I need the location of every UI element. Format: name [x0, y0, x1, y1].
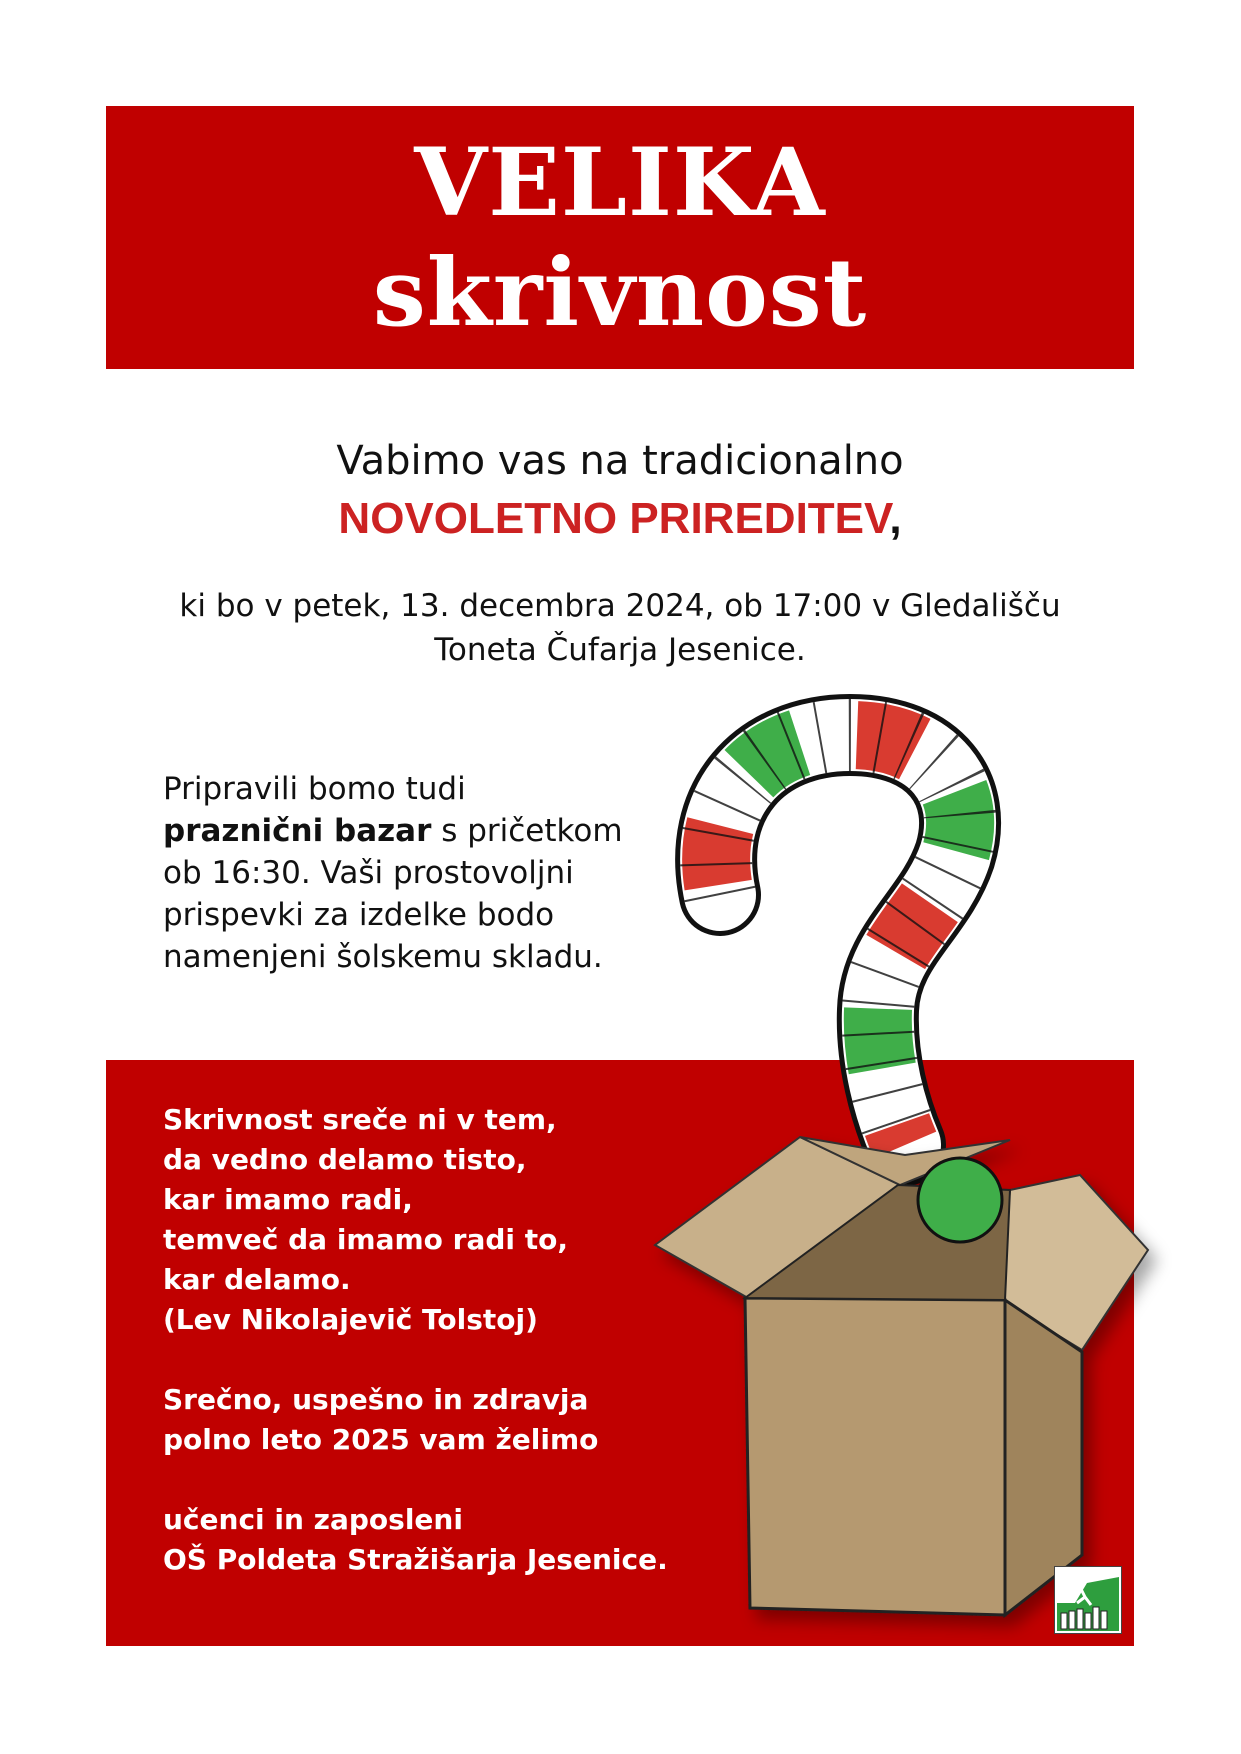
bazar-line-5: namenjeni šolskemu skladu.: [163, 939, 603, 975]
bazar-line-2-rest: s pričetkom: [431, 813, 623, 849]
quote-line: da vedno delamo tisto,: [163, 1143, 527, 1176]
wish-line-2: polno leto 2025 vam želimo: [163, 1423, 599, 1456]
quote-line: kar imamo radi,: [163, 1183, 413, 1216]
bazar-line-4: prispevki za izdelke bodo: [163, 897, 555, 933]
invitation-line: Vabimo vas na tradicionalno: [336, 438, 904, 484]
open-cardboard-box-icon: [655, 1137, 1148, 1615]
event-title: NOVOLETNO PRIREDITEV: [338, 494, 890, 543]
wish-line-1: Srečno, uspešno in zdravja: [163, 1383, 589, 1416]
question-dot-icon: [918, 1158, 1002, 1242]
school-logo-icon: [1054, 1566, 1122, 1634]
signature-line-2: OŠ Poldeta Stražišarja Jesenice.: [163, 1543, 668, 1576]
bazar-line-1: Pripravili bomo tudi: [163, 771, 466, 807]
title-line-1: VELIKA: [414, 127, 826, 238]
quote-line: Skrivnost sreče ni v tem,: [163, 1103, 557, 1136]
quote-line: temveč da imamo radi to,: [163, 1223, 569, 1256]
bazar-line-3: ob 16:30. Vaši prostovoljni: [163, 855, 574, 891]
candy-striped-question-mark-icon: [716, 735, 960, 1145]
details-line-2: Toneta Čufarja Jesenice.: [434, 632, 806, 668]
quote-line: kar delamo.: [163, 1263, 351, 1296]
signature-line-1: učenci in zaposleni: [163, 1503, 463, 1536]
bazar-highlight: praznični bazar: [163, 813, 432, 849]
details-line-1: ki bo v petek, 13. decembra 2024, ob 17:00 v Gledališču: [179, 588, 1061, 624]
title-line-2: skrivnost: [372, 237, 868, 348]
event-comma: ,: [889, 494, 902, 543]
quote-author: (Lev Nikolajevič Tolstoj): [163, 1303, 538, 1336]
